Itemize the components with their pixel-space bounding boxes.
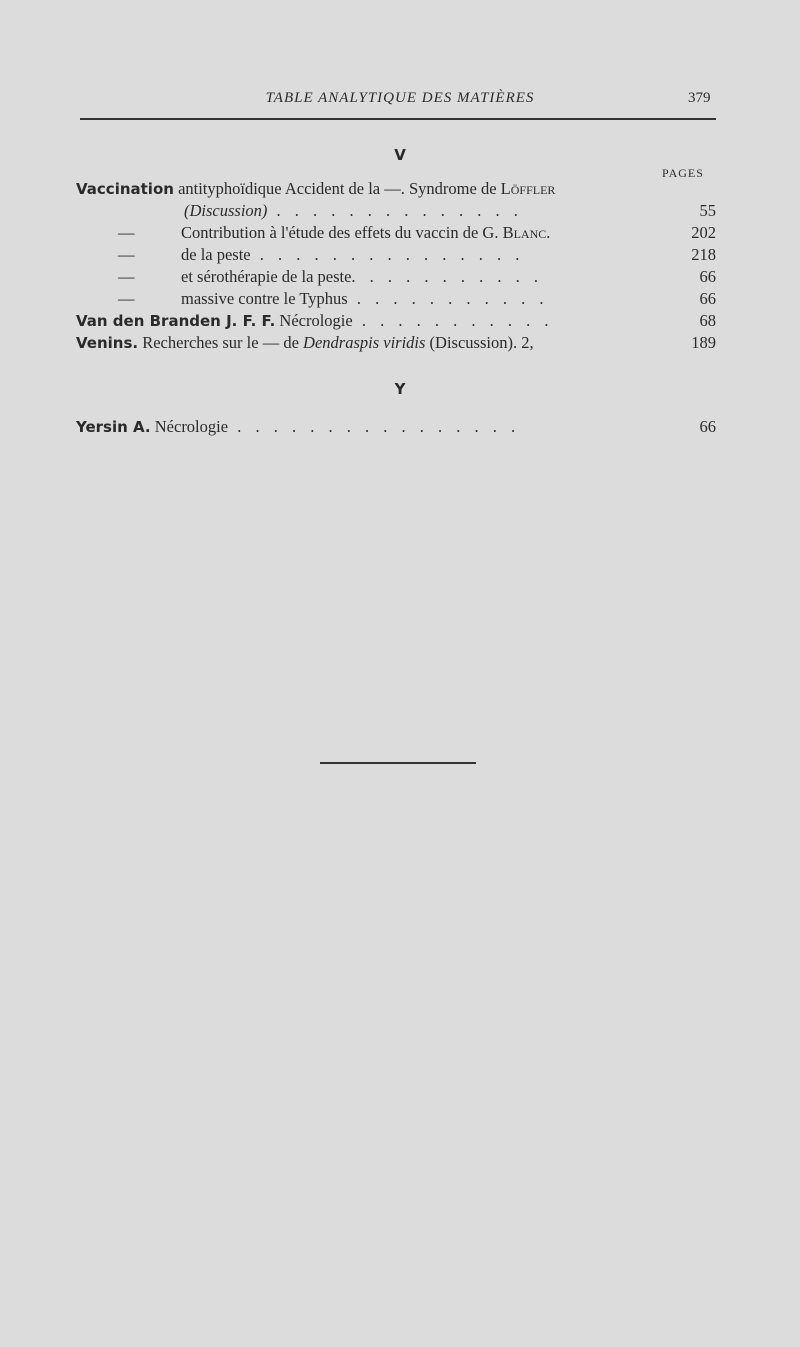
closing-rule bbox=[320, 762, 476, 764]
person-name: Löffler bbox=[500, 179, 556, 198]
entry-body: antityphoïdique Accident de la —. Syndrome de bbox=[173, 179, 501, 198]
subentry-text: massive contre le Typhus . . . . . . . . . . . bbox=[181, 289, 549, 308]
index-subentry bbox=[76, 288, 716, 310]
index-entry-van-den-branden bbox=[76, 310, 716, 332]
repeat-dash: — bbox=[118, 267, 135, 286]
repeat-dash: — bbox=[118, 289, 135, 308]
index-subentry bbox=[76, 244, 716, 266]
section-heading-v: V bbox=[394, 146, 406, 164]
index-subentry bbox=[76, 266, 716, 288]
index-entry-vaccination-continued bbox=[76, 200, 716, 222]
running-header-title: TABLE ANALYTIQUE DES MATIÈRES bbox=[265, 90, 535, 106]
entry-text: Van den Branden J. F. F. Nécrologie . . . . . . . . . . . bbox=[76, 311, 554, 330]
index-subentry bbox=[76, 222, 716, 244]
page-ref: 66 bbox=[699, 267, 716, 286]
index-entry-vaccination bbox=[76, 178, 716, 200]
index-entry-venins bbox=[76, 332, 716, 354]
page-ref: 189 bbox=[691, 333, 716, 352]
entry-head: Vaccination bbox=[76, 180, 174, 198]
subentry-text: et sérothérapie de la peste. . . . . . . . . . . bbox=[181, 267, 544, 286]
repeat-dash: — bbox=[118, 223, 135, 242]
repeat-dash: — bbox=[118, 245, 135, 264]
page-ref: 202 bbox=[691, 223, 716, 242]
entry-text bbox=[76, 178, 555, 200]
index-entry-yersin bbox=[76, 416, 716, 438]
page-number: 379 bbox=[688, 90, 711, 106]
entry-text: Venins. Recherches sur le — de Dendraspis viridis (Discussion). 2, bbox=[76, 333, 534, 352]
section-heading-y: Y bbox=[394, 380, 406, 398]
header-rule bbox=[80, 118, 716, 120]
pages-column-label: PAGES bbox=[662, 166, 704, 180]
subentry-text: Contribution à l'étude des effets du vaccin de G. Blanc. bbox=[181, 223, 551, 242]
page-ref: 66 bbox=[699, 417, 716, 436]
page-ref: 55 bbox=[699, 201, 716, 220]
page-ref: 68 bbox=[699, 311, 716, 330]
subentry-text: de la peste . . . . . . . . . . . . . . . bbox=[181, 245, 525, 264]
entry-text: Yersin A. Nécrologie . . . . . . . . . . . . . . . . bbox=[76, 417, 521, 436]
page-ref: 66 bbox=[699, 289, 716, 308]
entry-continuation: (Discussion) . . . . . . . . . . . . . . bbox=[184, 201, 523, 220]
page-ref: 218 bbox=[691, 245, 716, 264]
